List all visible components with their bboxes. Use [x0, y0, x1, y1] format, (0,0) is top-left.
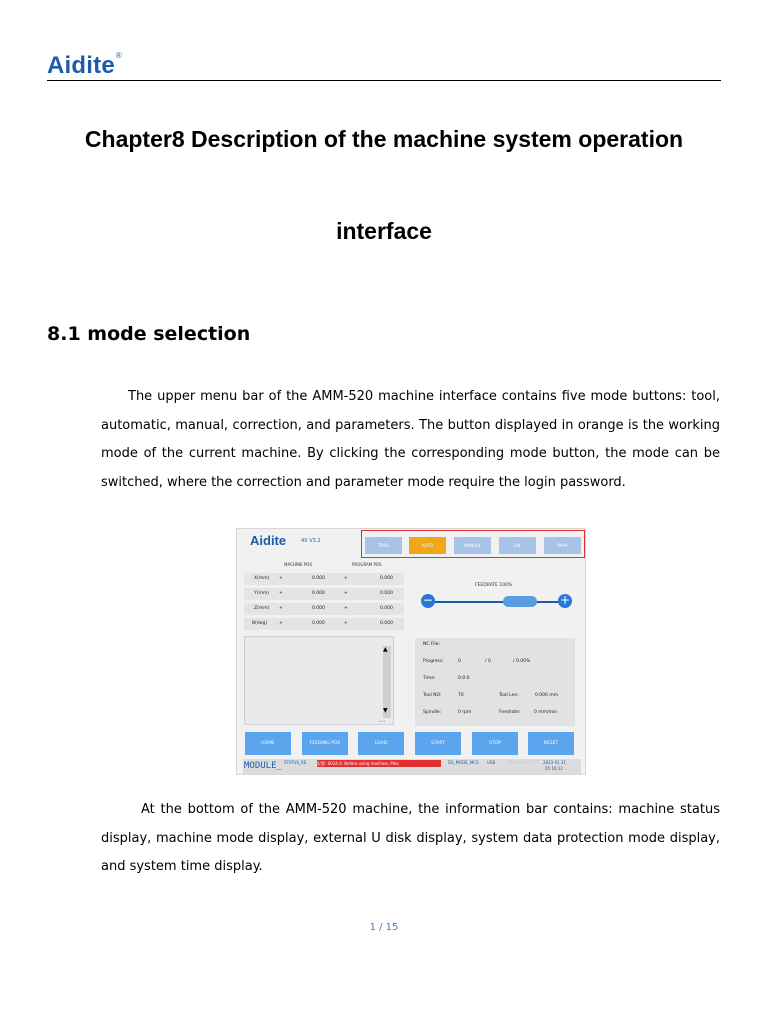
scroll-note: ←/→: [379, 719, 386, 723]
machine-pos-value: 0.000: [312, 606, 325, 611]
stop-button[interactable]: STOP: [472, 732, 518, 755]
feedrate-info-value: 0 mm/min: [534, 710, 558, 715]
feedrate-plus-icon[interactable]: +: [559, 593, 571, 607]
axis-row-b: [244, 618, 404, 630]
axis-sign: +: [344, 591, 348, 596]
usb-display: USB: [487, 760, 496, 765]
axis-row-x: [244, 573, 404, 585]
nc-info-panel: [415, 638, 575, 726]
feedrate-info-label: Feedrate:: [499, 710, 521, 715]
mode-button-manual[interactable]: MANUAL: [454, 537, 491, 554]
machine-pos-value: 0.000: [312, 591, 325, 596]
system-time: 05:16:12: [545, 766, 563, 771]
chapter-title-line2: interface: [336, 218, 432, 244]
feeding-pos-button[interactable]: FEEDING POS: [302, 732, 348, 755]
program-pos-value: 0.000: [380, 576, 393, 581]
progress-total: / 0: [485, 659, 491, 664]
axis-sign: +: [279, 576, 283, 581]
mode-buttons-highlight: [361, 530, 585, 558]
screenshot-logo: Aidite: [250, 533, 287, 548]
progress-percent: / 0.00%: [513, 659, 531, 664]
header-rule: [47, 80, 721, 81]
page-number: 1 / 15: [369, 922, 399, 933]
data-protect-display: DATA PROTECT: [509, 760, 540, 765]
mode-button-para[interactable]: PARA: [544, 537, 581, 554]
machine-status: STATUS_RE: [284, 760, 307, 765]
program-pos-value: 0.000: [380, 621, 393, 626]
start-button[interactable]: START: [415, 732, 461, 755]
reset-button[interactable]: RESET: [528, 732, 574, 755]
progress-done: 0: [458, 659, 461, 664]
axis-sign: +: [279, 591, 283, 596]
axis-label: Z(mm): [254, 606, 270, 611]
aidite-logo: [47, 52, 121, 80]
progress-label: Progress:: [423, 659, 444, 664]
chapter-title-line1: Chapter8 Description of the machine system operation: [84, 126, 684, 152]
spindle-value: 0 rpm: [458, 710, 472, 715]
feedrate-slider-track[interactable]: [433, 601, 563, 603]
paragraph-info-bar: At the bottom of the AMM-520 machine, the information bar contains: machine status display, machine mode display, external U disk display, system data protection mode display, and system time display.: [101, 802, 720, 874]
tool-len-label: Tool Len:: [499, 693, 519, 698]
module-display: MODULE_: [244, 761, 282, 771]
status-bar: [243, 759, 581, 774]
machine-interface-screenshot: [236, 528, 586, 775]
section-title: 8.1 mode selection: [47, 323, 251, 345]
paragraph-mode-buttons: The upper menu bar of the AMM-520 machine interface contains five mode buttons: tool, automatic, manual, correction, and parameters. The button displayed in orange is the working mode of the current machine. By clicking the corresponding mode button, the mode can be switched, where the correction and parameter mode require the login password.: [101, 389, 720, 490]
home-button[interactable]: HOME: [245, 732, 291, 755]
axis-sign: +: [279, 621, 283, 626]
spindle-label: Spindle:: [423, 710, 442, 715]
axis-sign: +: [279, 606, 283, 611]
scroll-down-arrow-icon[interactable]: ▼: [383, 707, 388, 714]
machine-mode-display: DS_MODE_MCS: [448, 760, 479, 765]
machine-pos-value: 0.000: [312, 621, 325, 626]
nc-file-label: NC File:: [423, 642, 440, 647]
tool-no-value: T0: [458, 693, 464, 698]
axis-sign: +: [344, 576, 348, 581]
alarm-message: 报警: 0024.0: Before using machine, Plea: [317, 760, 441, 767]
mode-button-tool[interactable]: TOOL: [365, 537, 402, 554]
program-text-area[interactable]: [244, 636, 394, 725]
program-pos-value: 0.000: [380, 606, 393, 611]
axis-sign: +: [344, 621, 348, 626]
axis-label: B(deg): [252, 621, 268, 626]
tool-len-value: 0.000 mm: [535, 693, 559, 698]
axis-sign: +: [344, 606, 348, 611]
machine-pos-value: 0.000: [312, 576, 325, 581]
feedrate-minus-icon[interactable]: −: [422, 593, 434, 607]
mode-button-cal[interactable]: CAL: [499, 537, 536, 554]
logo-text: Aidite: [47, 52, 115, 79]
screenshot-version: 4X V3.2: [301, 538, 321, 544]
machine-pos-header: MACHINE POS: [284, 562, 312, 567]
feedrate-slider-thumb[interactable]: [503, 596, 537, 607]
time-label: Time:: [423, 676, 436, 681]
axis-label: Y(mm): [254, 591, 270, 596]
time-value: 0:0:0: [458, 676, 470, 681]
axis-label: X(mm): [254, 576, 270, 581]
program-pos-header: PROGRAM POS: [352, 562, 382, 567]
axis-row-y: [244, 588, 404, 600]
registered-mark: ®: [115, 51, 122, 60]
program-pos-value: 0.000: [380, 591, 393, 596]
scroll-up-arrow-icon[interactable]: ▲: [383, 646, 388, 653]
tool-no-label: Tool NO:: [423, 693, 442, 698]
system-date: 2023 01 31: [543, 760, 566, 765]
mode-button-auto[interactable]: AUTO: [409, 537, 446, 554]
axis-row-z: [244, 603, 404, 615]
feedrate-label: FEEDRATE 100%: [475, 583, 513, 588]
load-button[interactable]: LOAD: [358, 732, 404, 755]
